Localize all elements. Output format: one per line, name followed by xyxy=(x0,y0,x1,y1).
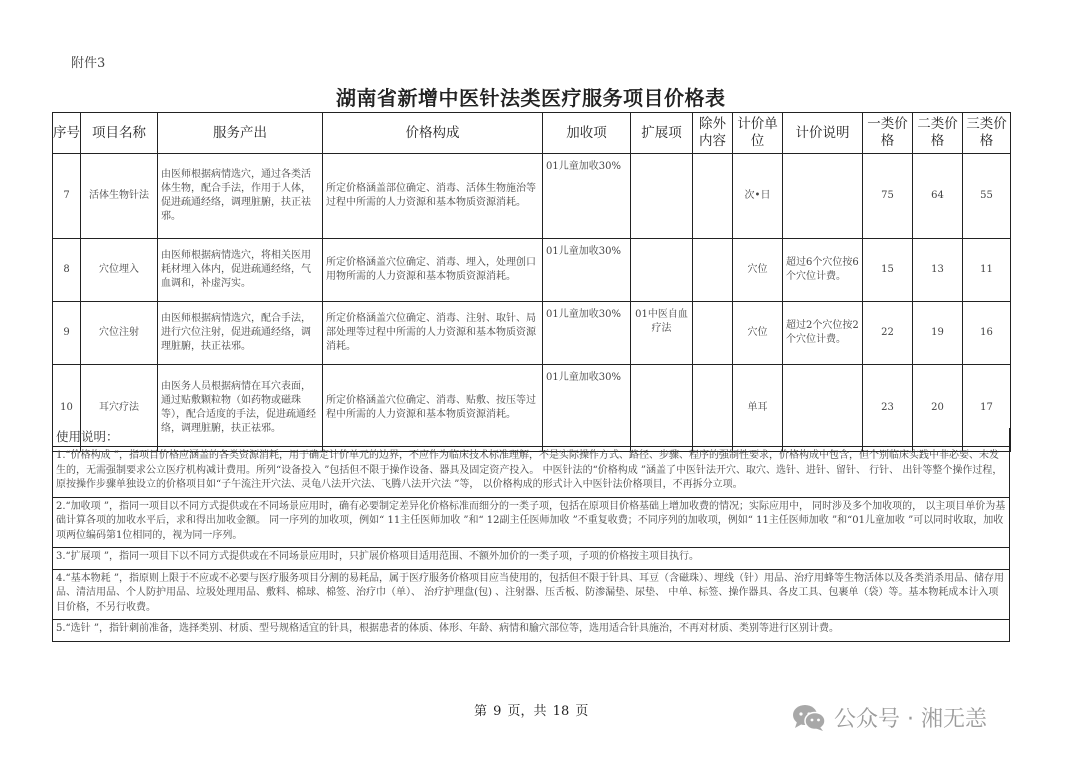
cell-price-2: 20 xyxy=(913,365,963,452)
cell-price-composition: 所定价格涵盖穴位确定、消毒、注射、取针、局部处理等过程中所需的人力资源和基本物质资源消耗。 xyxy=(323,302,543,365)
cell-price-3: 55 xyxy=(963,154,1011,239)
table-row xyxy=(53,239,1011,302)
cell-exclusions xyxy=(693,239,733,302)
usage-notes xyxy=(52,428,1010,642)
cell-price-1: 23 xyxy=(863,365,913,452)
cell-unit: 单耳 xyxy=(733,365,783,452)
note-item: 5.“选针 ”，指针刺前准备，选择类别、材质、型号规格适宜的针具，根据患者的体质、体形、年龄、病情和腧穴部位等，选用适合针具施治，不再对材质、类别等进行区别计费。 xyxy=(56,623,839,634)
header-exclusions: 除外内容 xyxy=(693,113,733,154)
watermark-text: 公众号 · 湘无恙 xyxy=(834,707,987,732)
header-extension: 扩展项 xyxy=(631,113,693,154)
header-price-1: 一类价格 xyxy=(863,113,913,154)
cell-unit: 穴位 xyxy=(733,302,783,365)
cell-price-3: 16 xyxy=(963,302,1011,365)
cell-price-2: 13 xyxy=(913,239,963,302)
cell-name: 穴位注射 xyxy=(81,302,158,365)
notes-heading: 使用说明： xyxy=(53,428,1009,447)
note-item: 2.“加收项 ”，指同一项目以不同方式提供或在不同场景应用时，确有必要制定差异化价格标准而细分的一类子项，包括在原项目价格基础上增加收费的情况；实际应用中， 同时涉及多个加收项的， 以主项目单价为基础计算各项的加收水平后，求和得出加收金额。 同一序列的加收项，例如“ 11主任医师加收 ”和“ 12副主任医师加收 ”不重复收费；不同序列的加收项，例如“ 11主任医师加收 ”和“01儿童加收 ”可以同时收取，加收项两位编码第1位相同的，视为同一序列。 xyxy=(53,498,1009,549)
header-pricing-note: 计价说明 xyxy=(783,113,863,154)
cell-service-output: 由医师根据病情选穴，配合手法，进行穴位注射，促进疏通经络，调理脏腑，扶正祛邪。 xyxy=(158,302,323,365)
cell-service-output: 由医务人员根据病情在耳穴表面，通过贴敷颗粒物（如药物或磁珠等），配合适度的手法，促进疏通经络，调理脏腑，扶正祛邪。 xyxy=(158,365,323,452)
header-surcharge: 加收项 xyxy=(543,113,631,154)
header-service-output: 服务产出 xyxy=(158,113,323,154)
page-number: 第 9 页，共 18 页 xyxy=(474,704,589,719)
cell-price-composition: 所定价格涵盖穴位确定、消毒、埋入，处理创口用物所需的人力资源和基本物质资源消耗。 xyxy=(323,239,543,302)
cell-no: 7 xyxy=(53,154,81,239)
header-name: 项目名称 xyxy=(81,113,158,154)
cell-exclusions xyxy=(693,154,733,239)
cell-extension xyxy=(631,154,693,239)
table-row xyxy=(53,302,1011,365)
note-item: 1.“价格构成 ”，指项目价格应涵盖的各类资源消耗，用于确定计价单元的边界，不应作为临床技术标准理解，不是实际操作方式、路径、步骤、程序的强制性要求，价格构成中包含，但个别临床实践中非必要、未发生的，无需强制要求公立医疗机构减计费用。所列“设备投入 ”包括但不限于操作设备、器具及固定资产投入。 中医针法的“价格构成 ”涵盖了中医针法开穴、取穴、选针、进针、留针、 行针、 出针等整个操作过程，原按操作步骤单独设立的价格项目如“子午流注开穴法、灵龟八法开穴法、飞腾八法开穴法 ”等， 以价格构成的形式计入中医针法价格项目，不再拆分立项。 xyxy=(53,447,1009,498)
note-item: 3.“扩展项 ”，指同一项目下以不同方式提供或在不同场景应用时，只扩展价格项目适用范围、不额外加价的一类子项，子项的价格按主项目执行。 xyxy=(53,548,1009,570)
cell-price-composition: 所定价格涵盖部位确定、消毒、活体生物施治等过程中所需的人力资源和基本物质资源消耗。 xyxy=(323,154,543,239)
cell-extension: 01中医自血疗法 xyxy=(631,302,693,365)
cell-price-2: 19 xyxy=(913,302,963,365)
cell-service-output: 由医师根据病情选穴，将相关医用耗材埋入体内，促进疏通经络，气血调和，补虚泻实。 xyxy=(158,239,323,302)
watermark xyxy=(792,702,987,733)
cell-exclusions xyxy=(693,302,733,365)
cell-extension xyxy=(631,239,693,302)
cell-surcharge: 01儿童加收30% xyxy=(543,302,631,365)
cell-name: 穴位埋入 xyxy=(81,239,158,302)
cell-price-3: 17 xyxy=(963,365,1011,452)
header-no: 序号 xyxy=(53,113,81,154)
note-item: 4.“基本物耗 ”，指原则上限于不应或不必要与医疗服务项目分割的易耗品，属于医疗服务价格项目应当使用的，包括但不限于针具、耳豆（含磁珠）、埋线（针）用品、治疗用蜂等生物活体以及各类消杀用品、储存用品、清洁用品、个人防护用品、垃圾处理用品、敷料、棉球、棉签、治疗巾（单）、 治疗护理盘(包) 、注射器、压舌板、防渗漏垫、尿垫、 中单、标签、操作器具、各皮工具、包裹单（袋）等。基本物耗成本计入项目价格，不另行收费。 xyxy=(53,570,1009,621)
header-price-3: 三类价格 xyxy=(963,113,1011,154)
cell-price-composition: 所定价格涵盖穴位确定、消毒、贴敷、按压等过程中所需的人力资源和基本物质资源消耗。 xyxy=(323,365,543,452)
cell-price-1: 22 xyxy=(863,302,913,365)
cell-name: 活体生物针法 xyxy=(81,154,158,239)
table-row xyxy=(53,154,1011,239)
cell-surcharge: 01儿童加收30% xyxy=(543,154,631,239)
price-table xyxy=(52,112,1011,452)
cell-pricing-note: 超过6个穴位按6个穴位计费。 xyxy=(783,239,863,302)
cell-price-1: 15 xyxy=(863,239,913,302)
cell-pricing-note: 超过2个穴位按2个穴位计费。 xyxy=(783,302,863,365)
cell-no: 9 xyxy=(53,302,81,365)
cell-name: 耳穴疗法 xyxy=(81,365,158,452)
cell-service-output: 由医师根据病情选穴，通过各类活体生物，配合手法，作用于人体，促进疏通经络，调理脏腑，扶正祛邪。 xyxy=(158,154,323,239)
cell-price-1: 75 xyxy=(863,154,913,239)
cell-pricing-note xyxy=(783,154,863,239)
cell-surcharge: 01儿童加收30% xyxy=(543,365,631,452)
wechat-icon xyxy=(792,704,826,732)
cell-price-2: 64 xyxy=(913,154,963,239)
header-price-composition: 价格构成 xyxy=(323,113,543,154)
cell-no: 10 xyxy=(53,365,81,452)
cell-price-3: 11 xyxy=(963,239,1011,302)
cell-no: 8 xyxy=(53,239,81,302)
attachment-label: 附件3 xyxy=(71,56,106,71)
page-title: 湖南省新增中医针法类医疗服务项目价格表 xyxy=(336,86,726,110)
header-unit: 计价单位 xyxy=(733,113,783,154)
cell-surcharge: 01儿童加收30% xyxy=(543,239,631,302)
table-header-row xyxy=(53,113,1011,154)
header-price-2: 二类价格 xyxy=(913,113,963,154)
cell-unit: 穴位 xyxy=(733,239,783,302)
cell-unit: 次•日 xyxy=(733,154,783,239)
